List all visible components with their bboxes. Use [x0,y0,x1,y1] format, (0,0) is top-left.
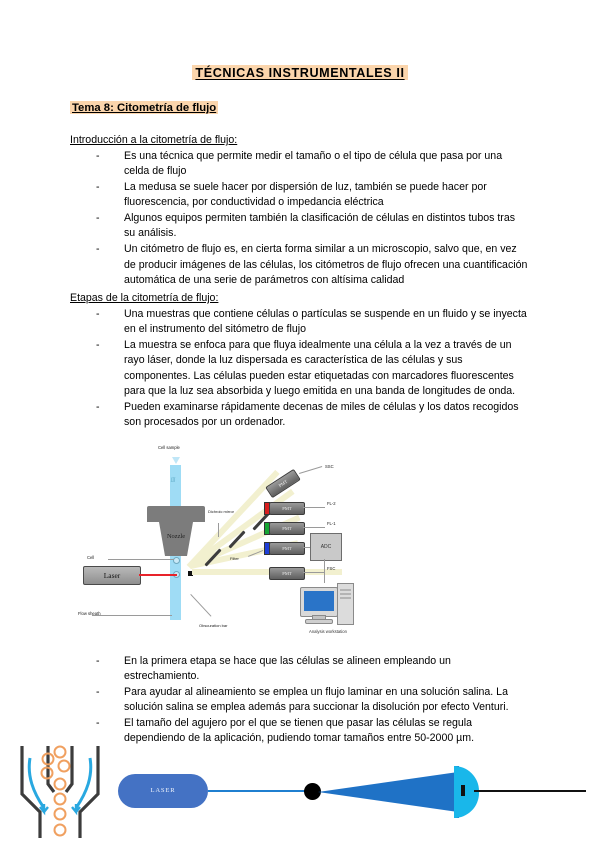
label-flow-sheath: Flow sheath [78,611,101,616]
label-cell-sample: Cell sample [158,445,180,450]
laser-body [118,774,208,808]
figure-caption: Analysis workstation [309,629,347,634]
bullet-list-etapas-detalle [88,654,528,747]
leader-line [218,523,219,537]
laser-source-box [83,566,141,585]
bullet-dash: - [96,686,100,699]
detector-fl2[interactable]: PMT [269,502,305,515]
detector-fl3[interactable]: PMT [269,542,305,555]
label-nozzle: Nozzle [166,533,186,540]
label-filter: Filter [230,556,239,561]
label-ssc: SSC [325,464,334,469]
bullet-list-introduccion [88,149,528,289]
leader-line [324,559,325,583]
detector-ssc[interactable]: PMT [265,469,301,498]
detector-fl1[interactable]: PMT [269,522,305,535]
nozzle-shape [147,506,205,556]
label-fl1: FL-1 [327,521,336,526]
adc-box: ADC [310,533,342,561]
bullet-dash: - [96,400,100,413]
cell-marker [173,557,180,564]
list-item: - Pueden examinarse rápidamente decenas de miles de células y los datos recogidos son procesados por un ordenador. [96,400,519,429]
list-item: - La muestra se enfoca para que fluya idealmente una célula a la vez a través de un rayo láser, donde la luz dispersada es característica de las células y sus componentes. Las células pueden estar etiquetadas con marcadores fluorescentes para que la luz sea absorbida y luego emitida en una banda de longitudes de onda. [96,339,516,397]
bullet-list-etapas [88,307,528,431]
page-title [0,66,600,80]
detector-fsc[interactable]: PMT [269,567,305,580]
list-item: - Un citómetro de flujo es, en cierta forma similar a un microscopio, salvo que, en vez de producir imágenes de las células, los citómetros de flujo ofrecen una cuantificación automática de una serie de parámetros con altísima calidad [96,243,528,286]
monitor-base [305,619,333,624]
label-laser: LASER [150,787,176,794]
monitor-icon [300,587,338,617]
laser-beam-line [139,574,177,576]
bullet-dash: - [96,655,100,667]
detector-slit [461,785,465,796]
topic-heading-text: Tema 8: Citometría de flujo [72,102,217,114]
topic-heading [70,102,218,114]
detector-wire [474,790,586,792]
leader-line [108,559,174,560]
label-cell: Cell [87,555,95,560]
bullet-dash: - [96,308,100,320]
page-title-text: TÉCNICAS INSTRUMENTALES II [192,65,407,80]
bullet-dash: - [96,339,100,352]
sample-inlet-arrow-icon [172,457,180,464]
bullet-dash: - [96,212,100,225]
label-dichroic-mirror: Dichroic mirror [208,509,234,514]
label-fl2: FL-2 [327,501,336,506]
sample-core-squiggle-icon: ∫∫∫ [171,477,176,483]
section-heading-etapas: Etapas de la citometría de flujo: [70,292,219,304]
computer-tower-icon [337,583,354,625]
list-item: - La medusa se suele hacer por dispersión de luz, también se puede hacer por fluorescencia, por conductividad o impedancia eléctrica [96,181,487,209]
list-item: - Para ayudar al alineamiento se emplea un flujo laminar en una solución salina. La solución salina se emplea además para succionar la disolución por efecto Venturi. [96,686,509,714]
leader-line [303,507,325,508]
bullet-dash: - [96,150,100,162]
leader-line [303,572,325,573]
bullet-dash: - [96,181,100,194]
leader-line [299,466,322,474]
figure-laser-scatter [118,758,588,834]
bullet-dash: - [96,243,100,256]
incident-beam [208,790,308,792]
analysis-workstation-icon [300,583,354,625]
label-obscuration-bar: Obscuration bar [199,623,228,628]
label-laser: Laser [103,571,121,580]
figure-hydrodynamic-focusing [14,744,106,840]
figure-flow-cytometer [78,443,408,643]
list-item: - Una muestras que contiene células o partículas se suspende en un fluido y se inyecta en el instrumento del sitómetro de flujo [96,308,527,336]
leader-line [303,527,325,528]
leader-line [92,615,172,616]
list-item: - Algunos equipos permiten también la clasificación de células en distintos tubos tras su análisis. [96,212,516,240]
leader-line [190,594,211,616]
bullet-dash: - [96,717,100,730]
list-item: - Es una técnica que permite medir el tamaño o el tipo de célula que pasa por una celda de flujo [96,150,503,178]
label-fsc: FSC [327,566,336,571]
section-heading-introduccion: Introducción a la citometría de flujo: [70,134,238,146]
list-item: - En la primera etapa se hace que las células se alineen empleando un estrechamiento. [96,655,451,683]
list-item: - El tamaño del agujero por el que se tienen que pasar las células se regula dependiendo de la aplicación, pudiendo tomar tamaños entre 50-2000 µm. [96,717,475,745]
scattered-light-cone [318,772,458,812]
